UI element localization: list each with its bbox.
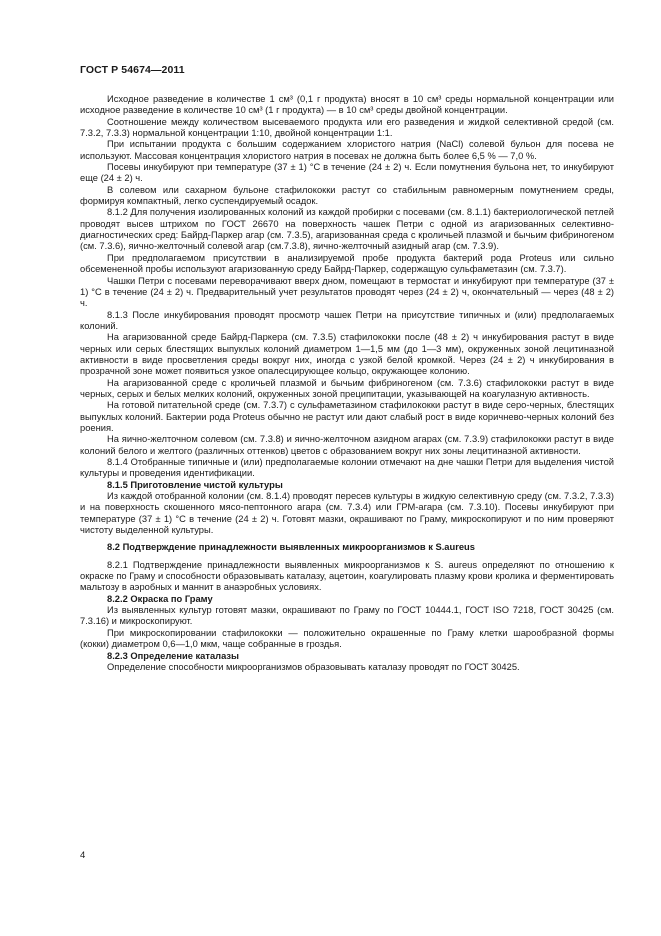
paragraph: При микроскопировании стафилококки — положительно окрашенные по Граму клетки шарообразной формы (кокки) диаметром 0,6—1,0 мкм, чаще собранные в гроздья. [80, 627, 614, 650]
paragraph: 8.1.4 Отобранные типичные и (или) предполагаемые колонии отмечают на дне чашки Петри для выделения чистой культуры и проведения идентификации. [80, 457, 614, 479]
paragraph: Чашки Петри с посевами переворачивают вверх дном, помещают в термостат и инкубируют при температуре (37 ± 1) °С в течение (24 ± 2) ч. Предварительный учет результатов проводят через (24 ± 2) ч, окончательный — через (48 ± 2) ч. [80, 275, 614, 309]
paragraph: Из каждой отобранной колонии (см. 8.1.4) проводят пересев культуры в жидкую селективную среду (см. 7.3.2, 7.3.3) и на поверхность скошенного мясо-пептонного агара (см. 7.3.4) или ГРМ-агара (см. 7.3.10). Посевы инкубируют при температуре (37 ± 1) °С в течение (24 ± 2) ч. Готовят мазки, окрашивают по Граму, микроскопируют и по ним проверяют чистоту выделенной культуры. [80, 491, 614, 536]
paragraph: Исходное разведение в количестве 1 см³ (0,1 г продукта) вносят в 10 см³ среды нормальной концентрации или исходное разведение в количестве 10 см³ (1 г продукта) — в 10 см³ среды двойной концентрации. [80, 94, 614, 116]
subsection-heading: 8.2.3 Определение каталазы [107, 650, 240, 661]
paragraph: 8.1.3 После инкубирования проводят просмотр чашек Петри на присутствие типичных и (или) предполагаемых колоний. [80, 309, 614, 331]
paragraph: На яично-желточном солевом (см. 7.3.8) и яично-желточном азидном агарах (см. 7.3.9) стафилококки растут в виде колоний белого и желтого (различных оттенков) цветов с образованием вокруг них зоны лецитиназной активности. [80, 434, 614, 456]
paragraph: Посевы инкубируют при температуре (37 ± 1) °С в течение (24 ± 2) ч. Если помутнения бульона нет, то инкубируют еще (24 ± 2) ч. [80, 162, 614, 184]
page-number: 4 [80, 850, 86, 861]
paragraph: Определение способности микроорганизмов образовывать каталазу проводят по ГОСТ 30425. [107, 661, 520, 672]
paragraph: При испытании продукта с большим содержанием хлористого натрия (NaCl) солевой бульон для посева не используют. Массовая концентрация хлористого натрия в посевах не должна быть более 6,5 % — 7,0 %. [80, 139, 614, 161]
document-body [80, 94, 614, 673]
subsection-heading: 8.1.5 Приготовление чистой культуры [107, 479, 283, 490]
paragraph: На готовой питательной среде (см. 7.3.7) с сульфаметазином стафилококки растут в виде серо-черных, блестящих выпуклых колоний. Бактерии рода Proteus обычно не растут или дают слабый рост в виде коричнево-черных колоний без роения. [80, 400, 614, 433]
paragraph: На агаризованной среде с кроличьей плазмой и бычьим фибриногеном (см. 7.3.6) стафилококки растут в виде черных, серых и белых мелких колоний, окруженных зоной преципитации, указывающей на коагулазную активность. [80, 377, 614, 399]
document-header: ГОСТ Р 54674—2011 [80, 64, 185, 76]
section-heading: 8.2 Подтверждение принадлежности выявленных микроорганизмов к S.aureus [107, 542, 475, 553]
paragraph: Соотношение между количеством высеваемого продукта или его разведения и жидкой селективной средой (см. 7.3.2, 7.3.3) нормальной концентрации 1:10, двойной концентрации 1:1. [80, 116, 614, 139]
paragraph: В солевом или сахарном бульоне стафилококки растут со стабильным равномерным помутнением среды, формируя компактный, легко суспендируемый осадок. [80, 184, 614, 207]
paragraph: При предполагаемом присутствии в анализируемой пробе продукта бактерий рода Proteus или сильно обсемененной пробы используют агаризованную среду Байрд-Паркер, содержащую сульфаметазин (см. 7.3.7). [80, 252, 614, 275]
paragraph: Из выявленных культур готовят мазки, окрашивают по Граму по ГОСТ 10444.1, ГОСТ ISO 7218, ГОСТ 30425 (см. 7.3.16) и микроскопируют. [80, 605, 614, 627]
paragraph: На агаризованной среде Байрд-Паркера (см. 7.3.5) стафилококки после (48 ± 2) ч инкубирования растут в виде черных или серых блестящих выпуклых колоний диаметром 1—1,5 мм (до 1—3 мм), окруженных зоной лецитиназной активности в виде просветления среды вокруг них, иногда с узкой белой кромкой. Через (24 ± 2) ч инкубирования в прозрачной зоне может появиться узкое опалесцирующее кольцо, окружающее колонию. [80, 332, 614, 377]
subsection-heading: 8.2.2 Окраска по Граму [107, 593, 213, 604]
paragraph: 8.2.1 Подтверждение принадлежности выявленных микроорганизмов к S. aureus определяют по отношению к окраске по Граму и способности образовывать каталазу, ацетоин, коагулировать плазму крови кролика и ферментировать мальтозу в аэробных и маннит в анаэробных условиях. [80, 559, 614, 593]
paragraph: 8.1.2 Для получения изолированных колоний из каждой пробирки с посевами (см. 8.1.1) бактериологической петлей проводят высев штрихом по ГОСТ 26670 на поверхность чашек Петри с одной из агаризованных селективно-диагностических сред: Байрд-Паркер агар (см. 7.3.5), агаризованная среда с кроличьей плазмой и бычьим фибриногеном (см. 7.3.6), яично-желточный солевой агар (см.7.3.8), яично-желточный азидный агар (см. 7.3.9). [80, 207, 614, 252]
